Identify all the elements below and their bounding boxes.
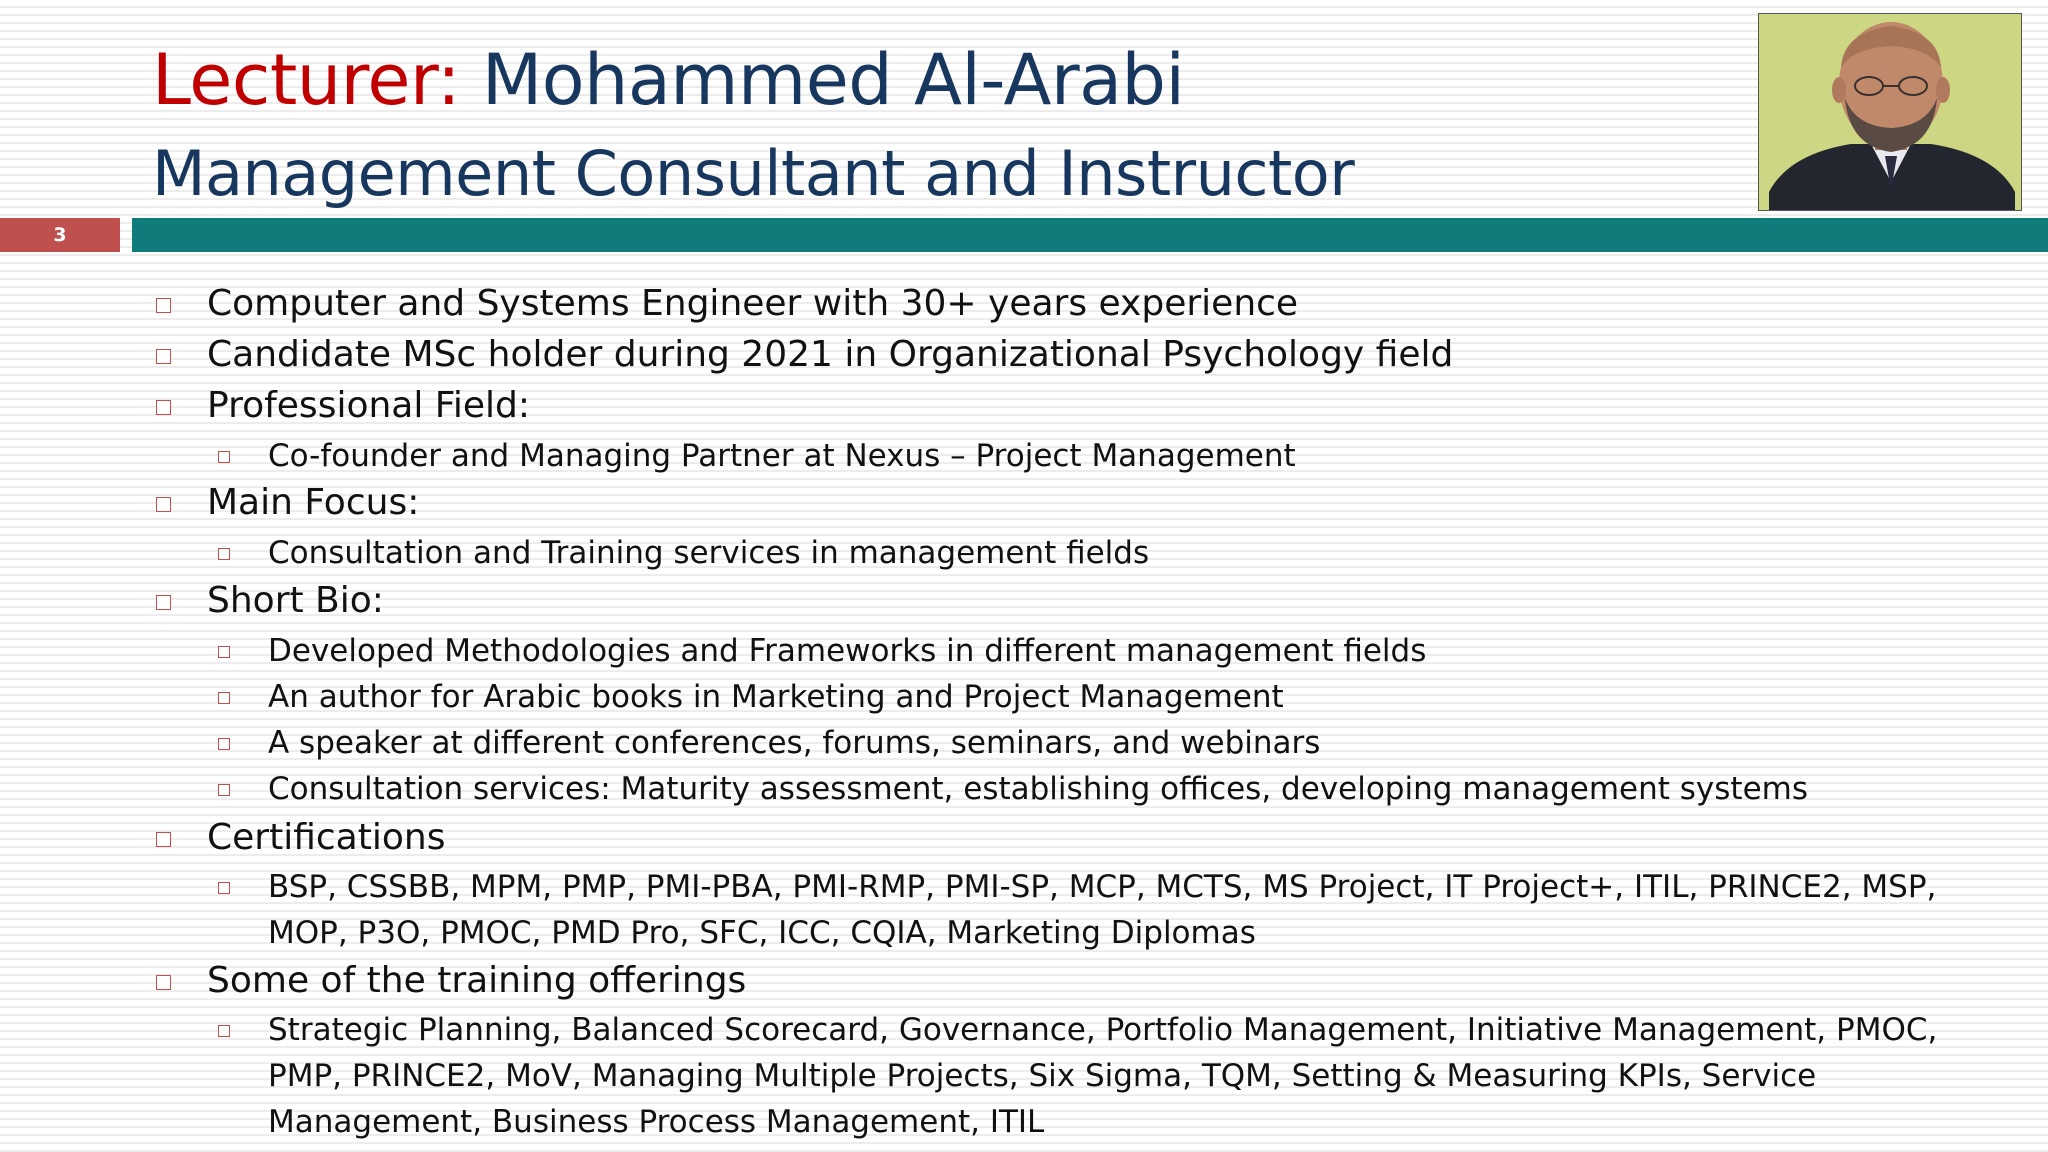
- square-bullet-icon: [218, 451, 230, 463]
- square-bullet-icon: [218, 738, 230, 750]
- title-label: Lecturer:: [152, 39, 482, 121]
- square-bullet-icon: [218, 646, 230, 658]
- list-item-continuation: MOP, P3O, PMOC, PMD Pro, SFC, ICC, CQIA, Marketing Diplomas: [268, 915, 1256, 951]
- list-item: An author for Arabic books in Marketing and Project Management: [268, 679, 1284, 715]
- list-item: BSP, CSSBB, MPM, PMP, PMI-PBA, PMI-RMP, PMI-SP, MCP, MCTS, MS Project, IT Project+, ITIL, PRINCE2, MSP,: [268, 869, 1937, 905]
- lecturer-photo: [1758, 13, 2022, 211]
- title-divider-bar: [132, 218, 2048, 252]
- slide-title: [152, 38, 1184, 122]
- square-bullet-icon: [218, 784, 230, 796]
- square-bullet-icon: [218, 1025, 230, 1037]
- square-bullet-icon: [156, 975, 171, 990]
- list-item: Developed Methodologies and Frameworks in different management fields: [268, 633, 1427, 669]
- list-item: Candidate MSc holder during 2021 in Organizational Psychology field: [207, 334, 1454, 375]
- square-bullet-icon: [218, 882, 230, 894]
- list-item: Strategic Planning, Balanced Scorecard, Governance, Portfolio Management, Initiative Management, PMOC,: [268, 1012, 1938, 1048]
- list-item: Some of the training offerings: [207, 960, 747, 1001]
- list-item-continuation: Management, Business Process Management, ITIL: [268, 1104, 1045, 1140]
- lecturer-name: Mohammed Al-Arabi: [481, 39, 1185, 121]
- square-bullet-icon: [218, 692, 230, 704]
- square-bullet-icon: [156, 400, 171, 415]
- square-bullet-icon: [156, 349, 171, 364]
- list-item: Certifications: [207, 817, 446, 858]
- square-bullet-icon: [156, 298, 171, 313]
- list-item: Short Bio:: [207, 580, 384, 621]
- list-item: Main Focus:: [207, 482, 420, 523]
- list-item: Consultation services: Maturity assessment, establishing offices, developing management systems: [268, 771, 1808, 807]
- square-bullet-icon: [218, 548, 230, 560]
- slide-number: 3: [53, 224, 67, 246]
- square-bullet-icon: [156, 832, 171, 847]
- slide-number-box: [0, 218, 120, 252]
- slide-subtitle: Management Consultant and Instructor: [152, 137, 1355, 210]
- portrait-image: [1759, 14, 2022, 211]
- list-item: Professional Field:: [207, 385, 531, 426]
- list-item: Consultation and Training services in management fields: [268, 535, 1150, 571]
- list-item: Computer and Systems Engineer with 30+ years experience: [207, 283, 1299, 324]
- list-item: Co-founder and Managing Partner at Nexus – Project Management: [268, 438, 1296, 474]
- list-item: A speaker at different conferences, forums, seminars, and webinars: [268, 725, 1321, 761]
- square-bullet-icon: [156, 595, 171, 610]
- square-bullet-icon: [156, 497, 171, 512]
- list-item-continuation: PMP, PRINCE2, MoV, Managing Multiple Projects, Six Sigma, TQM, Setting & Measuring KPIs, Service: [268, 1058, 1817, 1094]
